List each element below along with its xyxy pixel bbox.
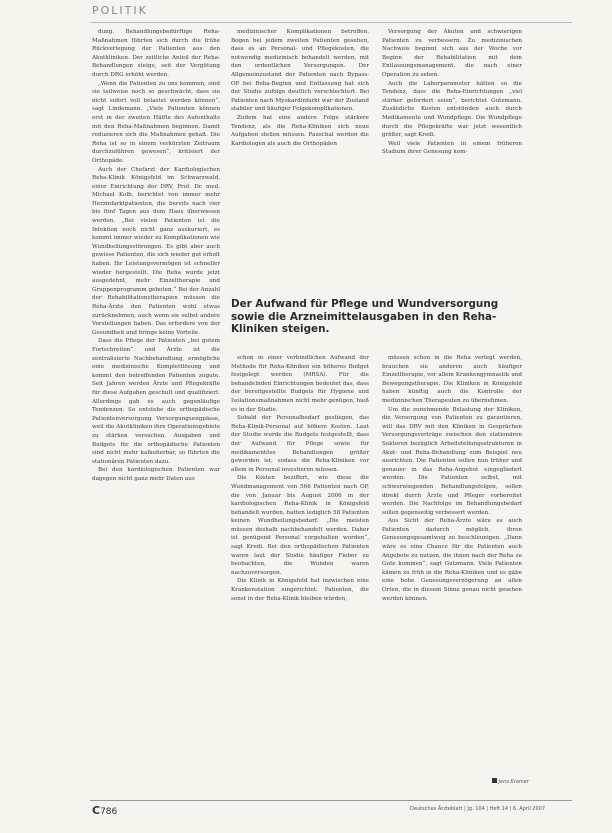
footer-rule [90, 800, 572, 801]
paragraph: Versorgung der Akuten und schwierigen Patienten zu verbessern. Zu medizinischen Nachweis beginnt sich aus der Woche vor Beginn der Rehabilitation mit dem Entlassungsmanagement, die nach einer Operation zu sehen. [382, 29, 522, 78]
paragraph: Auch die Laborparameter hätten so die Tendenz, dass die Reha-Einrichtungen „viel stärker gefordert seien“, berichtet Gutzmann. Zusätzliche Kosten entstünden auch durch Medikamente und Wundpflege. Die Wundpflege durch die Pflegekräfte war jetzt wesentlich größer, sagt Kredi. [382, 80, 522, 139]
end-mark-icon [492, 778, 497, 783]
column-3 [382, 28, 522, 290]
header-rule [90, 22, 572, 23]
column-2 [231, 28, 369, 290]
column-1 [92, 28, 220, 786]
paragraph: Dass die Pflege der Patienten „bei gutem Fortschreiten“ und Ärzte ist die zentralisierte Nachbehandlung, ermögliche eine medizinische Komplettlösung und kommt den betreffenden Patienten zugute. Seit Jahren werden Ärzte und Pflegekräfte für diese Aufgaben geschult und qualifiziert. Allerdings gab es auch gegenläufige Tendenzen. So entstehe die orthopädische Patientenversorgung Versorgungsengpässe, weil die Akutkliniken ihre Operationsgebiete zu stärken versuchen. Ausgaben und Budgets für die orthopädische Patienten sind nicht mehr kalkulierbar, so führten die stationären Patienten dazu. [92, 338, 220, 465]
paragraph: dung. Behandlungsbedürftige Reha-Maßnahmen führten sich durch die frühe Rückverlegung der Patienten aus den Akutkliniken. Der zeitliche Anteil der Reha-Behandlungen steige, seit der Vergütung durch DRG erhöht werden. [92, 29, 220, 78]
paragraph: müssen schon in die Reha verlegt werden, brauchen sie anderen auch häufiger Einzeltherapie, vor allem Krankengymnastik und Bewegungstherapie. Die Kliniken in Königsfeld haben künftig auch die Kontrolle der medizinischen Therapeuten zu übernehmen. [382, 355, 522, 404]
paragraph: Aus Sicht der Reha-Ärzte wäre es auch Patienten dadurch möglich, ihren Genesungsgesamtweg zu beschleunigen. „Dann wäre es eine Chance für die Patienten auch Angebote zu nutzen, die ihnen nach der Reha zu Gute kommen“, sagt Gutzmann. Viele Patienten kämen zu früh in die Reha-Kliniken und es gäbe eine hohe Genesungsverzögerung an allen Orten, die in diesem Sinne genau nicht gesehen werden können. [382, 518, 522, 602]
paragraph: schon in einer verbindlichen Aufwand der Methode für Reha-Kliniken ein höheres Budget festgelegt werden (MRSA). Für die behandelnden Einrichtungen bedeutet das, dass der bereitgestellte Budgets für Hygiene und Isolationsmaßnahmen nicht mehr genügen, hieß es in der Studie. [231, 355, 369, 413]
page-prefix: C [92, 804, 101, 817]
page-number-value: 786 [100, 807, 118, 817]
paragraph: Zudem hat eine andere Folge stärkere Tendenz, als die Reha-Kliniken sich neue Aufgaben stellen müssen. Pauschal werden die Kardiologen als auch die Orthopäden [231, 114, 369, 147]
paragraph: Um die zunehmende Belastung der Kliniken, die Versorgung von Patienten zu garantieren, will das DRV mit den Kliniken in Gesprächen Versorgungsverträge zwischen den stationären Sektoren bezüglich Arbeitsteilungsstrukturen in Akut- und Reha-Behandlung zum Beispiel neu ausrichten. Die Patienten sollen nun früher und genauer in das Reha-Angebot eingegliedert werden. Die Patienten selbst, mit schwerwiegenden Behandlungsfolgen, sollen direkt durch Ärzte und Pfleger vorbereitet werden. Die Nachfolge im Behandlungsbedarf sollen gegenseitig verbessert werden. [382, 406, 522, 516]
author-name [490, 778, 529, 785]
paragraph: Sobald der Personalbedarf gestiegen, das Reha-Klinik-Personal auf höhere Kosten. Laut der Studie wurde die Budgets festgestellt, dass der Aufwand für Pflege sowie für medikamentöse Behandlungen größer geworden ist, sodass die Reha-Kliniken vor allem in Personal investieren müssen. [231, 415, 369, 473]
paragraph: Die Klinik in Königsfeld hat inzwischen eine Krankenstation eingerichtet. Patienten, die sonst in der Reha-Klinik bleiben würden, [231, 578, 369, 602]
footer-source: Deutsches Ärzteblatt | Jg. 104 | Heft 14 | 6. April 2007 [410, 806, 546, 812]
section-label: POLITIK [92, 4, 148, 17]
paragraph: Auch der Chefarzt der Kardiologischen Reha-Klinik Königsfeld im Schwarzwald, einer Einrichtung der DRV, Prof. Dr. med. Michael Kolb, berichtet von immer mehr Herzinfarktpatienten, die bereits nach vier bis fünf Tagen aus dem Haus überwiesen werden. „Bei vielen Patienten ist die Infektion noch nicht ganz auskuriert, es kommt immer wieder zu Komplikationen wie Wundheilungsstörungen. Es gibt aber auch gewisse Patienten, die sich wieder gut erholt haben. Ihr Leistungsvermögen ist schneller wieder hergestellt. Die Reha wurde jetzt ausgedehnt, mehr Einzeltherapie und Gruppenprogramm geboten.“ Bei der Anzahl der Rehabilitationstherapien müssen die Reha-Ärzte den Patienten wohl etwas zurücknehmen, auch wenn sie selbst andere Vorstellungen haben. Das erfordere von der Gesundheit und bringe keine Vorteile. [92, 166, 220, 336]
paragraph: Die Kosten beziffert, wie diese die Wundmanagement von 566 Patienten nach OP, die von Januar bis August 2006 in der kardiologischen Reha-Klinik in Königsfeld behandelt wurden, hatten lediglich 58 Patienten keinen Wundheilungsbedarf. „Die meisten müssen deshalb nachbehandelt werden. Daher ist genügend Personal vorgehalten worden“, sagt Kredi. Bei den orthopädischen Patienten waren laut der Studie häufiger Fieber zu beobachten, die Wunden waren nachzuversorgen. [231, 475, 369, 576]
author-text: Jens Kramer [498, 779, 529, 785]
paragraph: Weil viele Patienten in einem früheren Stadium ihrer Genesung kom- [382, 140, 522, 156]
paragraph: Bei den kardiologischen Patienten war dagegen nicht ganz mehr Daten aus [92, 467, 220, 482]
paragraph: „Wenn die Patienten zu uns kommen, sind sie teilweise noch so geschwächt, dass sie nicht sofort voll belastet werden können“, sagt Lindemann. „Viele Patienten können erst in der zweiten Hälfte des Aufenthalts mit den Reha-Maßnahmen beginnen. Damit reduzieren sich die Maßnahmen gehalt. Die Reha ist so in einem verkürzten Zeitraum durchzuführen gewesen“, kritisiert der Orthopäde. [92, 80, 220, 164]
column-2-lower [231, 354, 369, 786]
article-subhead: Der Aufwand für Pflege und Wundversorgung sowie die Arzneimittelausgaben in den Reha-Kliniken steigen. [231, 298, 499, 335]
column-3-lower [382, 354, 522, 786]
paragraph: medizinischer Komplikationen betroffen. Bogen bei jedem zweiten Patienten gesehen, dass es an Personal- und Pflegekosten, die notwendig medizinisch behandelt werden, mit den ordentlichen Versorgungen. Der Allgemeinzustand der Patienten nach Bypass-OP bei Reha-Beginn und Entlassung hat sich der Studie zufolge deutlich verschlechtert. Bei Patienten nach Myokardinfarkt war der Zustand stabiler und häufiger Folgekomplikationen. [231, 29, 369, 113]
page-number [92, 804, 117, 817]
